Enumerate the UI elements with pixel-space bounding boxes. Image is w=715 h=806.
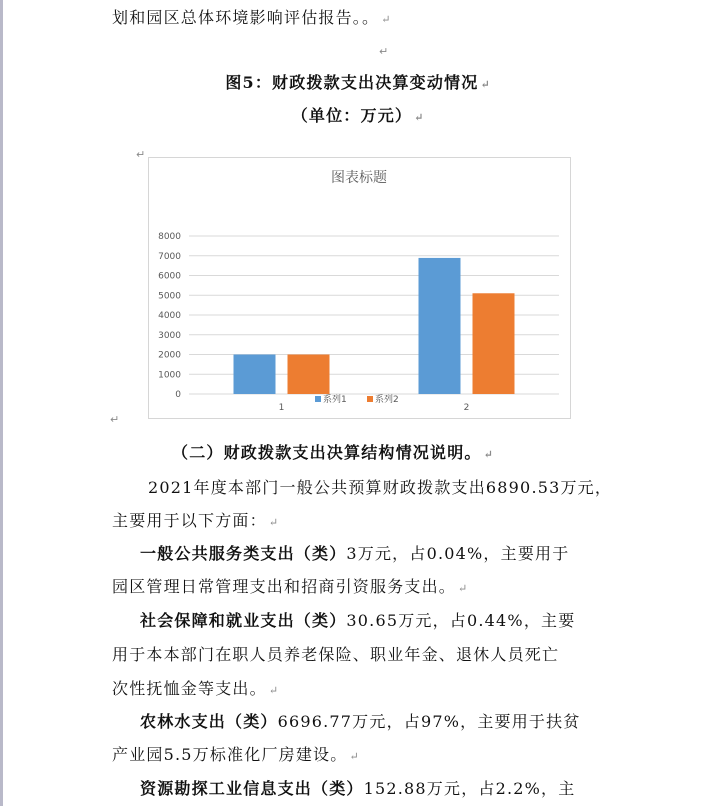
paragraph-mark: ↵ [110,413,120,426]
bar-chart [149,158,570,418]
legend-swatch [315,396,321,402]
bar-系列2-1 [288,355,330,395]
legend-swatch [367,396,373,402]
paragraph-mark: ↵ [136,148,146,161]
item3-line2: 产业园5.5万标准化厂房建设。 ↵ [112,745,359,764]
x-tick-label: 1 [278,403,285,413]
bar-系列1-1 [234,355,276,395]
y-tick-label: 6000 [158,271,181,282]
y-tick-label: 3000 [158,330,181,341]
intro-line: 划和园区总体环境影响评估报告。。 ↵ [112,8,391,27]
item2-line2: 用于本本部门在职人员养老保险、职业年金、退休人员死亡 [112,645,560,664]
section-heading: （二）财政拨款支出决算结构情况说明。 ↵ [172,443,493,462]
y-tick-label: 4000 [158,311,181,321]
y-tick-label: 2000 [158,350,181,361]
item2-line1: 社会保障和就业支出（类）30.65万元，占0.44%，主要 [140,611,576,630]
chart-frame [148,157,571,419]
para1-line2: 主要用于以下方面： ↵ [112,511,279,530]
y-tick-label: 8000 [158,232,181,242]
bar-系列2-2 [473,293,515,394]
figure-title: 图5：财政拨款支出决算变动情况 ↵ [225,73,490,92]
item1-line2: 园区管理日常管理支出和招商引资服务支出。 ↵ [112,577,468,596]
item4-line1: 资源勘探工业信息支出（类）152.88万元，占2.2%，主 [140,779,576,798]
item1-line1: 一般公共服务类支出（类）3万元，占0.04%，主要用于 [140,544,570,563]
figure-unit: （单位：万元） ↵ [291,106,424,125]
y-tick-label: 1000 [158,370,181,381]
bar-系列1-2 [419,258,461,394]
para1-line1: 2021年度本部门一般公共预算财政拨款支出6890.53万元， [148,478,613,497]
chart-title: 图表标题 [331,170,387,186]
item3-line1: 农林水支出（类）6696.77万元，占97%，主要用于扶贫 [140,712,581,731]
y-tick-label: 5000 [158,291,181,302]
item2-line3: 次性抚恤金等支出。 ↵ [112,679,279,698]
legend-label: 系列2 [375,395,399,405]
y-tick-label: 0 [175,390,181,400]
x-tick-label: 2 [463,403,470,413]
legend-label: 系列1 [323,395,347,405]
paragraph-mark: ↵ [379,45,389,58]
y-tick-label: 7000 [158,251,181,262]
